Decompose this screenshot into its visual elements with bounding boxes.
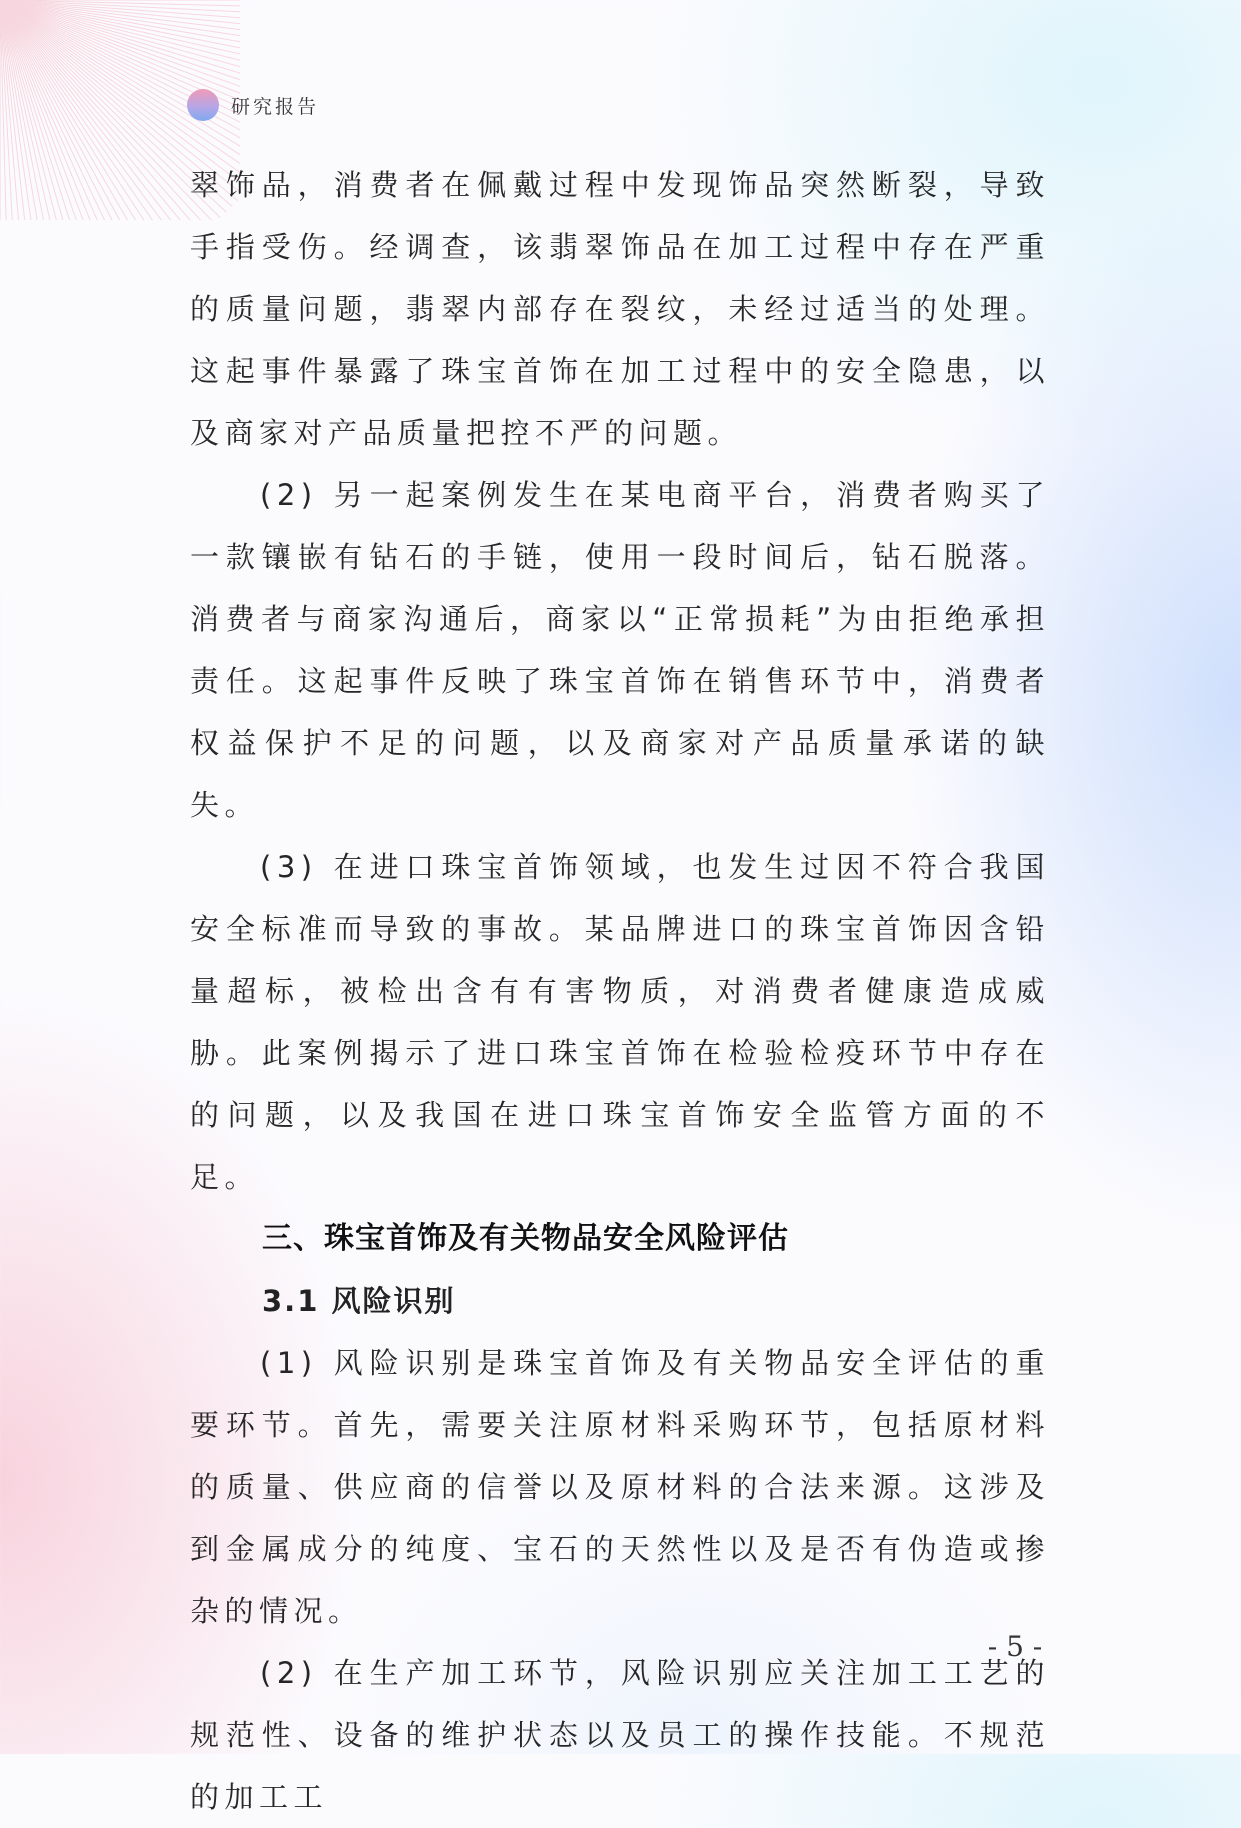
document-body xyxy=(190,154,1050,1828)
paragraph-continued: 翠饰品，消费者在佩戴过程中发现饰品突然断裂，导致手指受伤。经调查，该翡翠饰品在加工过程中存在严重的质量问题，翡翠内部存在裂纹，未经过适当的处理。这起事件暴露了珠宝首饰在加工过程中的安全隐患，以及商家对产品质量把控不严的问题。 xyxy=(190,168,1050,450)
paragraph-case-2: (2) 另一起案例发生在某电商平台，消费者购买了一款镶嵌有钻石的手链，使用一段时间后，钻石脱落。消费者与商家沟通后，商家以“正常损耗”为由拒绝承担责任。这起事件反映了珠宝首饰在销售环节中，消费者权益保护不足的问题，以及商家对产品质量承诺的缺失。 xyxy=(190,478,1050,822)
paragraph-risk-2: (2) 在生产加工环节，风险识别应关注加工工艺的规范性、设备的维护状态以及员工的操作技能。不规范的加工工 xyxy=(190,1656,1050,1814)
page-header xyxy=(187,88,319,122)
paragraph-risk-1: (1) 风险识别是珠宝首饰及有关物品安全评估的重要环节。首先，需要关注原材料采购环节，包括原材料的质量、供应商的信誉以及原材料的合法来源。这涉及到金属成分的纯度、宝石的天然性以及是否有伪造或掺杂的情况。 xyxy=(190,1346,1050,1628)
page-number: - 5 - xyxy=(987,1630,1043,1663)
subsection-heading: 3.1 风险识别 xyxy=(262,1284,456,1318)
logo-icon xyxy=(187,89,219,121)
header-title: 研究报告 xyxy=(231,95,320,118)
section-heading: 三、珠宝首饰及有关物品安全风险评估 xyxy=(262,1221,789,1256)
paragraph-case-3: (3) 在进口珠宝首饰领域，也发生过因不符合我国安全标准而导致的事故。某品牌进口的珠宝首饰因含铅量超标，被检出含有有害物质，对消费者健康造成威胁。此案例揭示了进口珠宝首饰在检验检疫环节中存在的问题，以及我国在进口珠宝首饰安全监管方面的不足。 xyxy=(190,850,1050,1194)
